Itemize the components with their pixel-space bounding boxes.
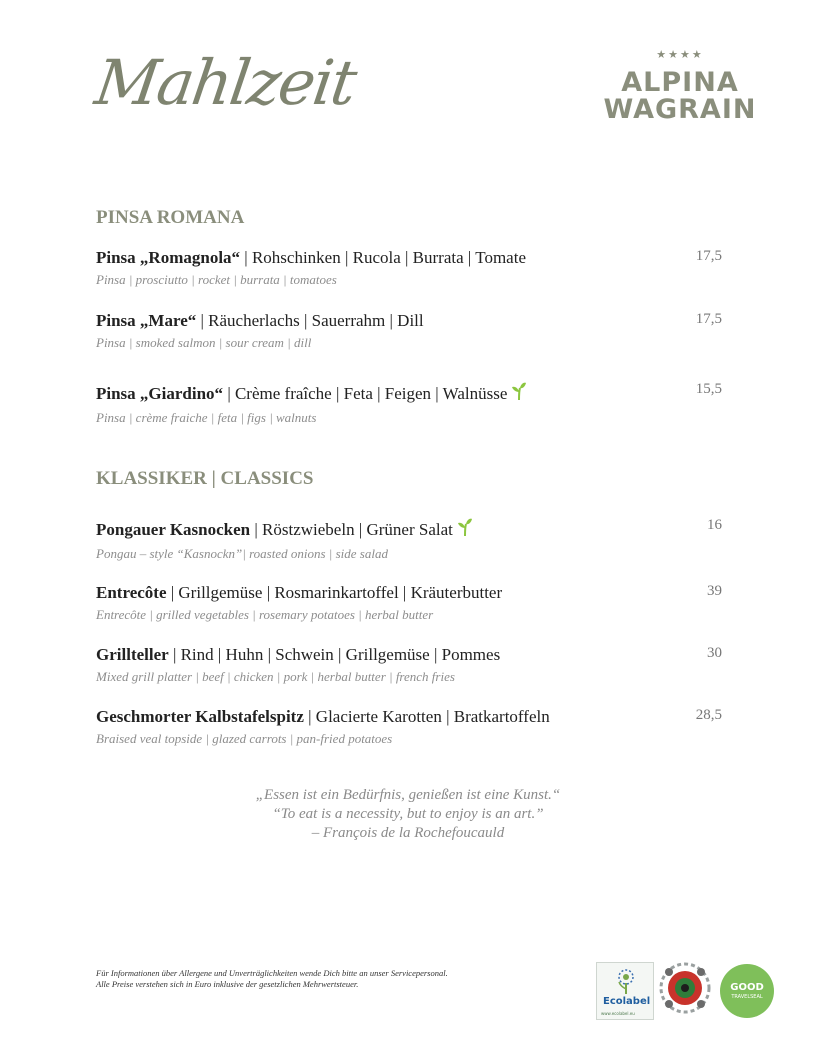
footer-notice — [96, 968, 448, 990]
menu-item — [96, 311, 722, 351]
menu-item — [96, 583, 722, 623]
item-price: 16 — [707, 517, 722, 533]
item-desc: | Rind | Huhn | Schwein | Grillgemüse | Pommes — [168, 645, 501, 664]
vegetarian-sprout-icon — [457, 517, 473, 537]
good-badge-subtext: TRAVELSEAL — [731, 994, 763, 1000]
item-name: Geschmorter Kalbstafelspitz — [96, 707, 304, 726]
item-name: Grillteller — [96, 645, 169, 664]
logo-line-1: ALPINA — [621, 67, 739, 98]
ecolabel-flower-icon — [615, 967, 637, 995]
item-price: 30 — [707, 645, 722, 661]
item-price: 39 — [707, 583, 722, 599]
good-badge-text: GOOD — [730, 982, 764, 993]
item-translation: Entrecôte | grilled vegetables | rosemary potatoes | herbal butter — [96, 607, 434, 622]
item-desc: | Glacierte Karotten | Bratkartoffeln — [303, 707, 550, 726]
menu-item — [96, 517, 722, 562]
item-translation: Pinsa | prosciutto | rocket | burrata | tomatoes — [96, 272, 337, 287]
item-price: 15,5 — [695, 381, 722, 397]
item-translation: Mixed grill platter | beef | chicken | pork | herbal butter | french fries — [96, 669, 455, 684]
vegetarian-sprout-icon — [511, 381, 527, 401]
item-price: 17,5 — [695, 311, 722, 327]
good-travelseal-badge — [720, 964, 774, 1018]
ecolabel-url: www.ecolabel.eu — [601, 1011, 635, 1016]
item-price: 28,5 — [695, 707, 722, 723]
item-desc: | Rohschinken | Rucola | Burrata | Tomate — [240, 248, 526, 267]
item-desc: | Grillgemüse | Rosmarinkartoffel | Kräuterbutter — [166, 583, 503, 602]
item-price: 17,5 — [695, 248, 722, 264]
item-name: Pinsa „Romagnola“ — [96, 248, 241, 267]
item-desc: | Crème fraîche | Feta | Feigen | Walnüsse — [223, 384, 508, 403]
quote-block — [200, 786, 616, 843]
menu-item — [96, 248, 722, 288]
certification-seal-icon — [657, 960, 713, 1016]
quote-author: – François de la Rochefoucauld — [311, 825, 505, 841]
logo-line-2: WAGRAIN — [603, 94, 757, 125]
page-title: Mahlzeit — [90, 46, 360, 119]
footer-allergen-note: Für Informationen über Allergene und Unverträglichkeiten wende Dich bitte an unser Servicepersonal. — [96, 968, 448, 978]
menu-item — [96, 707, 722, 747]
item-name: Pinsa „Mare“ — [96, 311, 197, 330]
hotel-logo — [598, 48, 762, 123]
menu-item — [96, 381, 722, 426]
eu-ecolabel-badge — [596, 962, 654, 1020]
section-title-classics: KLASSIKER | CLASSICS — [96, 468, 314, 489]
ecolabel-text: Ecolabel — [603, 996, 651, 1007]
item-name: Entrecôte — [96, 583, 167, 602]
quote-line-german: „Essen ist ein Bedürfnis, genießen ist eine Kunst.“ — [255, 787, 561, 803]
logo-stars: ★★★★ — [656, 48, 704, 61]
item-translation: Pongau – style “Kasnockn”| roasted onions | side salad — [96, 546, 388, 561]
section-title-pinsa: PINSA ROMANA — [96, 207, 245, 228]
item-translation: Pinsa | smoked salmon | sour cream | dill — [96, 335, 312, 350]
item-desc: | Räucherlachs | Sauerrahm | Dill — [196, 311, 424, 330]
item-name: Pinsa „Giardino“ — [96, 384, 224, 403]
menu-item — [96, 645, 722, 685]
quote-line-english: “To eat is a necessity, but to enjoy is an art.” — [272, 806, 544, 822]
footer-price-note: Alle Preise verstehen sich in Euro inklusive der gesetzlichen Mehrwertsteuer. — [96, 979, 359, 989]
item-name: Pongauer Kasnocken — [96, 520, 251, 539]
item-translation: Braised veal topside | glazed carrots | pan-fried potatoes — [96, 731, 393, 746]
item-translation: Pinsa | crème fraiche | feta | figs | walnuts — [96, 410, 317, 425]
item-desc: | Röstzwiebeln | Grüner Salat — [250, 520, 453, 539]
